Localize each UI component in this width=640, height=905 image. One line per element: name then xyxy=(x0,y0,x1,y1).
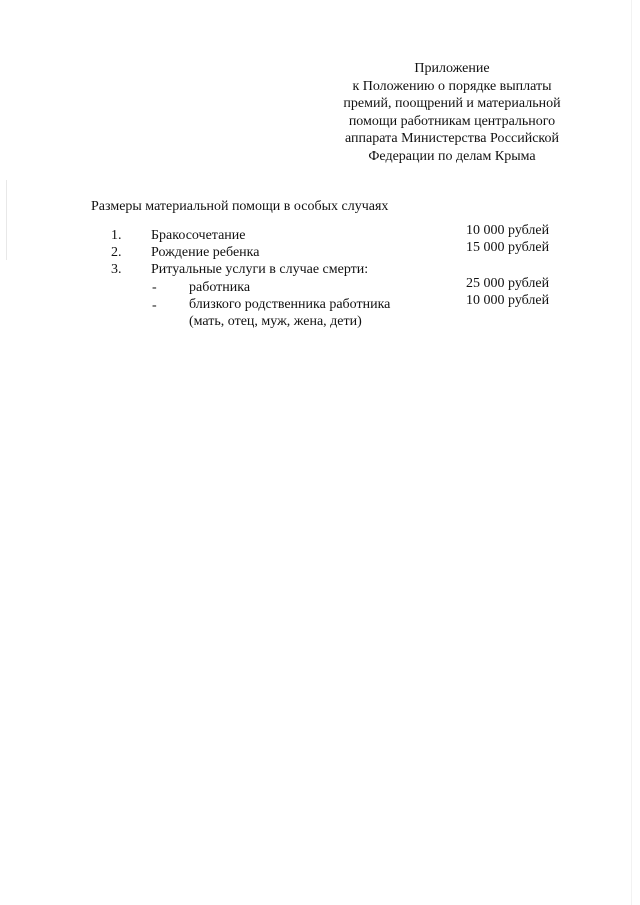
scan-artifact-left xyxy=(6,180,7,260)
subitem-label: близкого родственника работника xyxy=(189,297,391,312)
subitem-label: работника xyxy=(189,280,251,295)
annex-line: премий, поощрений и материальной xyxy=(343,96,561,111)
section-heading: Размеры материальной помощи в особых случаях xyxy=(91,199,389,214)
subitem-amount: 25 000 рублей xyxy=(466,276,550,291)
subitem-note: (мать, отец, муж, жена, дети) xyxy=(189,314,362,329)
item-number: 3. xyxy=(111,262,122,277)
item-label: Бракосочетание xyxy=(151,228,246,243)
annex-header xyxy=(322,60,582,165)
subitem-marker: - xyxy=(152,298,157,313)
subitem-marker: - xyxy=(152,280,157,295)
scan-artifact-right xyxy=(631,0,632,905)
subitem-amount: 10 000 рублей xyxy=(466,293,550,308)
annex-line: аппарата Министерства Российской xyxy=(344,131,560,146)
annex-line: Федерации по делам Крыма xyxy=(368,148,536,164)
annex-title: Приложение xyxy=(414,61,490,76)
item-amount: 15 000 рублей xyxy=(466,240,550,255)
item-label: Ритуальные услуги в случае смерти: xyxy=(151,262,369,277)
item-number: 1. xyxy=(111,228,122,243)
item-number: 2. xyxy=(111,245,122,260)
item-label: Рождение ребенка xyxy=(151,245,260,260)
item-amount: 10 000 рублей xyxy=(466,223,550,238)
annex-line: помощи работникам центрального xyxy=(348,113,556,129)
annex-line: к Положению о порядке выплаты xyxy=(352,78,552,94)
